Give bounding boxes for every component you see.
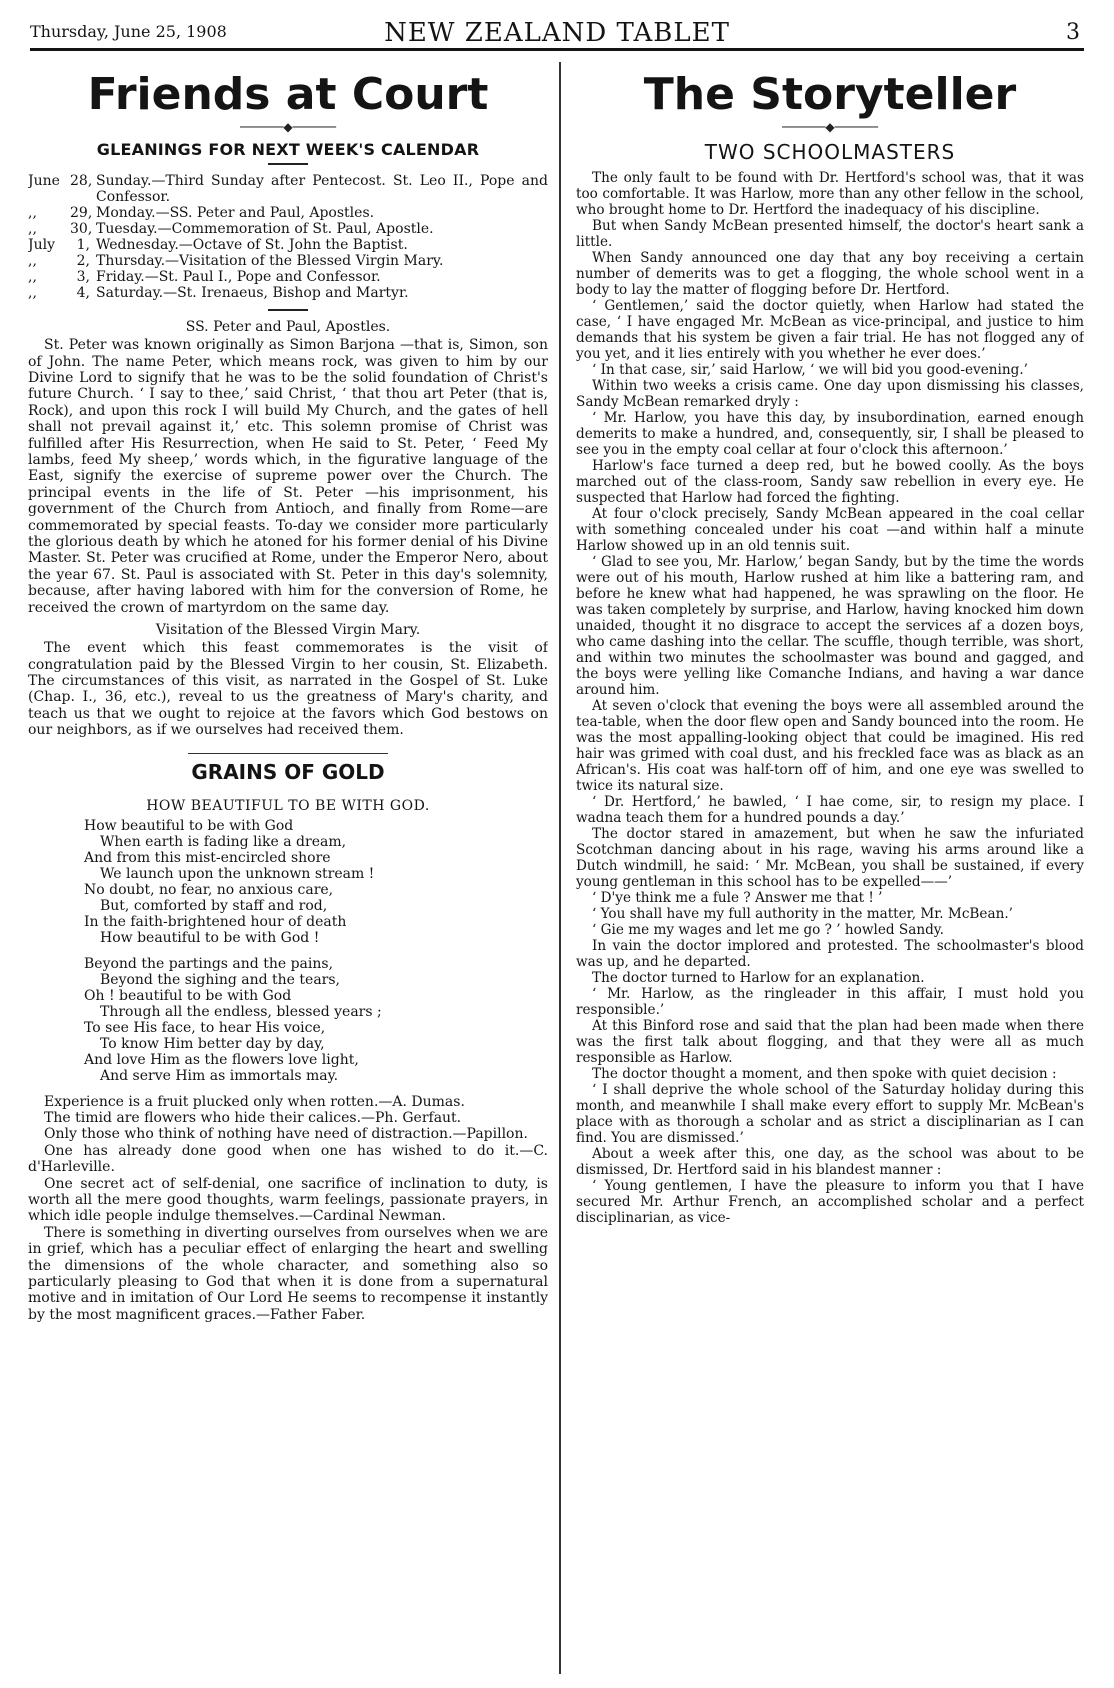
calendar-entry: ,, 4, Saturday.—St. Irenaeus, Bishop and Martyr. — [28, 285, 409, 302]
poem-line: Through all the endless, blessed years ; — [100, 1003, 382, 1020]
short-rule — [268, 309, 308, 311]
story-paragraph: At four o'clock precisely, Sandy McBean appeared in the coal cellar with something concealed under his coat —and within half a minute Harlow showed up in an old tennis suit. — [576, 506, 1084, 555]
story-body — [576, 170, 1084, 1226]
calendar-entry: ,, 3, Friday.—St. Paul I., Pope and Confessor. — [28, 269, 381, 286]
poem-line: To know Him better day by day, — [100, 1035, 325, 1052]
story-paragraph: At seven o'clock that evening the boys were all assembled around the tea-table, when the door flew open and Sandy bounced into the room. He was the most appalling-looking object that could be imagined. His red hair was grimed with coal dust, and his freckled face was as black as an African's. His coat was half-torn off of him, and one eye was swelled to twice its natural size. — [576, 698, 1084, 795]
story-paragraph: Within two weeks a crisis came. One day upon dismissing his classes, Sandy McBean remarked dryly : — [576, 378, 1084, 411]
feast-heading-visitation: Visitation of the Blessed Virgin Mary. — [155, 622, 421, 639]
quote: Experience is a fruit plucked only when rotten.—A. Dumas. — [44, 1093, 465, 1110]
story-paragraph: ‘ Mr. Harlow, as the ringleader in this affair, I must hold you responsible.’ — [576, 986, 1084, 1019]
poem-line: How beautiful to be with God — [84, 817, 294, 834]
quote: The timid are flowers who hide their calices.—Ph. Gerfaut. — [44, 1109, 462, 1126]
poem-line: Beyond the partings and the pains, — [84, 955, 334, 972]
newspaper-title: NEW ZEALAND TABLET — [384, 18, 730, 48]
poem-line: How beautiful to be with God ! — [100, 929, 320, 946]
quote: One secret act of self-denial, one sacrifice of inclination to duty, is worth all the mere good thoughts, warm feelings, passionate prayers, in which idle people indulge themselves.—Cardinal Newman. — [28, 1175, 548, 1225]
page-number: 3 — [1066, 20, 1080, 45]
poem-line: Oh ! beautiful to be with God — [84, 987, 292, 1004]
story-paragraph: ‘ Mr. Harlow, you have this day, by insubordination, earned enough demerits to make a hundred, and, consequently, sir, I shall be pleased to see you in the empty coal cellar at four o'clock this afternoon.’ — [576, 410, 1084, 459]
ornament-divider: ──────◆────── — [782, 120, 878, 135]
story-paragraph: ‘ Gie me my wages and let me go ? ’ howled Sandy. — [592, 922, 944, 939]
story-paragraph: The doctor stared in amazement, but when he saw the infuriated Scotchman dancing about in his rage, waving his arms around like a Dutch windmill, he said: ‘ Mr. McBean, you shall be sustained, if every young gentleman in this school has to be expelled——’ — [576, 826, 1084, 891]
calendar-entry: July 1, Wednesday.—Octave of St. John the Baptist. — [28, 237, 408, 254]
poem-line: But, comforted by staff and rod, — [100, 897, 328, 914]
calendar-list — [28, 173, 548, 301]
grains-of-gold-heading: GRAINS OF GOLD — [188, 753, 388, 784]
story-paragraph: ‘ I shall deprive the whole school of the Saturday holiday during this month, and meanwhile I shall make every effort to supply Mr. McBean's place with as thorough a scholar and as strict a disciplinarian as I can find. You are dismissed.’ — [576, 1082, 1084, 1147]
calendar-entry: ,, 30, Tuesday.—Commemoration of St. Paul, Apostle. — [28, 221, 434, 238]
calendar-entry: ,, 29, Monday.—SS. Peter and Paul, Apostles. — [28, 205, 375, 222]
story-paragraph: ‘ Glad to see you, Mr. Harlow,’ began Sandy, but by the time the words were out of his mouth, Harlow rushed at him like a battering ram, and before he knew what had happened, he was sprawling on the floor. He was taken completely by surprise, and Harlow, having knocked him down unaided, thought it no disgrace to accept the services af a dozen boys, who came dashing into the cellar. The scuffle, though terrible, was short, and within two minutes the schoolmaster was bound and gagged, and the boys were yelling like Comanche Indians, and having a war dance around him. — [576, 554, 1084, 699]
story-paragraph: The doctor thought a moment, and then spoke with quiet decision : — [592, 1066, 1057, 1083]
story-paragraph: At this Binford rose and said that the plan had been made when there was the first talk about flogging, and that they were all as much responsible as Harlow. — [576, 1018, 1084, 1067]
story-paragraph: The doctor turned to Harlow for an explanation. — [592, 970, 925, 987]
section-title-storyteller: The Storyteller — [643, 69, 1017, 120]
poem-line: We launch upon the unknown stream ! — [100, 865, 375, 882]
story-paragraph: ‘ D'ye think me a fule ? Answer me that ! ’ — [592, 890, 883, 907]
poem-stanza-2 — [84, 956, 548, 1084]
right-column — [576, 62, 1084, 1674]
story-paragraph: About a week after this, one day, as the school was about to be dismissed, Dr. Hertford said in his blandest manner : — [576, 1146, 1084, 1179]
poem-title: HOW BEAUTIFUL TO BE WITH GOD. — [146, 797, 430, 814]
feast-text-peter-paul: St. Peter was known originally as Simon Barjona —that is, Simon, son of John. The name Peter, which means rock, was given to him by our Divine Lord to signify that he was to be the solid foundation of Christ's future Church. ‘ I say to thee,’ said Christ, ‘ that thou art Peter (that is, Rock), and upon this rock I will build My Church, and the gates of hell shall not prevail against it,’ etc. This solemn promise of Christ was fulfilled after His Resurrection, when He said to St. Peter, ‘ Feed My lambs, feed My sheep,’ words which, in the figurative language of the East, signify the exercise of supreme power over the Church. The principal events in the life of St. Peter —his imprisonment, his government of the Church from Antioch, and finally from Rome—are commemorated by special feasts. To-day we consider more particularly the glorious death by which he atoned for his former denial of his Divine Master. St. Peter was crucified at Rome, under the Emperor Nero, about the year 67. St. Paul is associated with St. Peter in this day's solemnity, because, after having labored with him for the conversion of Rome, he received the crown of martyrdom on the same day. — [28, 337, 548, 616]
poem-stanza-1 — [84, 818, 548, 946]
poem-line: And serve Him as immortals may. — [100, 1067, 339, 1084]
quote: Only those who think of nothing have need of distraction.—Papillon. — [44, 1126, 528, 1143]
calendar-heading: GLEANINGS FOR NEXT WEEK'S CALENDAR — [96, 140, 480, 160]
poem-line: To see His face, to hear His voice, — [84, 1019, 326, 1036]
story-paragraph: ‘ Young gentlemen, I have the pleasure to inform you that I have secured Mr. Arthur French, an accomplished scholar and a perfect disciplinarian, as vice- — [576, 1178, 1084, 1227]
story-paragraph: ‘ In that case, sir,’ said Harlow, ‘ we will bid you good-evening.’ — [592, 362, 1028, 379]
story-paragraph: ‘ You shall have my full authority in the matter, Mr. McBean.’ — [592, 906, 1013, 923]
section-title-friends-at-court: Friends at Court — [87, 69, 489, 120]
poem-line: Beyond the sighing and the tears, — [100, 971, 341, 988]
story-paragraph: ‘ Gentlemen,’ said the doctor quietly, when Harlow had stated the case, ‘ I have engaged Mr. McBean as vice-principal, and justice to him demands that his system be given a fair trial. He has not flogged any of you yet, and it lies entirely with you whether he ever does.’ — [576, 298, 1084, 363]
ornament-divider: ──────◆────── — [240, 120, 336, 135]
story-paragraph: When Sandy announced one day that any boy receiving a certain number of demerits was to get a flogging, the whole school went in a body to lay the matter of flogging before Dr. Hertford. — [576, 250, 1084, 299]
poem-line: And love Him as the flowers love light, — [84, 1051, 359, 1068]
quote: There is something in diverting ourselves from ourselves when we are in grief, which has a peculiar effect of enlarging the heart and swelling the dimensions of the whole character, and something also so particularly pleasing to God that when it is done from a supernatural motive and in imitation of Our Lord He seems to recompense it instantly by the most magnificent graces.—Father Faber. — [28, 1224, 548, 1323]
calendar-entry: ,, 2, Thursday.—Visitation of the Blessed Virgin Mary. — [28, 253, 444, 270]
column-divider — [559, 62, 561, 1674]
poem-line: No doubt, no fear, no anxious care, — [84, 881, 334, 898]
calendar-entry: June 28, Sunday.—Third Sunday after Pentecost. St. Leo II., Pope and Confessor. — [28, 173, 548, 206]
left-column — [28, 62, 548, 1674]
story-paragraph: The only fault to be found with Dr. Hertford's school was, that it was too comfortable. It was Harlow, more than any other fellow in the school, who brought home to Dr. Hertford the inadequacy of his discipline. — [576, 170, 1084, 219]
page-header — [30, 18, 1084, 51]
feast-text-visitation: The event which this feast commemorates is the visit of congratulation paid by the Blessed Virgin to her cousin, St. Elizabeth. The circumstances of this visit, as narrated in the Gospel of St. Luke (Chap. I., 36, etc.), reveal to us the greatness of Mary's charity, and teach us that we ought to rejoice at the favors which God bestows on our neighbors, as if we ourselves had received them. — [28, 640, 548, 739]
quotes-list — [28, 1094, 548, 1324]
issue-date: Thursday, June 25, 1908 — [30, 22, 227, 41]
feast-heading-peter-paul: SS. Peter and Paul, Apostles. — [185, 319, 391, 336]
short-rule — [268, 163, 308, 165]
quote: One has already done good when one has wished to do it.—C. d'Harleville. — [28, 1142, 548, 1176]
story-paragraph: But when Sandy McBean presented himself, the doctor's heart sank a little. — [576, 218, 1084, 251]
poem-line: And from this mist-encircled shore — [84, 849, 331, 866]
story-paragraph: In vain the doctor implored and protested. The schoolmaster's blood was up, and he departed. — [576, 938, 1084, 971]
story-title: TWO SCHOOLMASTERS — [704, 140, 956, 165]
story-paragraph: ‘ Dr. Hertford,’ he bawled, ‘ I hae come, sir, to resign my place. I wadna teach them for a hundred pounds a day.’ — [576, 794, 1084, 827]
poem-line: In the faith-brightened hour of death — [84, 913, 347, 930]
story-paragraph: Harlow's face turned a deep red, but he bowed coolly. As the boys marched out of the class-room, Sandy saw rebellion in every eye. He suspected that Harlow had forced the fighting. — [576, 458, 1084, 507]
poem-line: When earth is fading like a dream, — [100, 833, 347, 850]
